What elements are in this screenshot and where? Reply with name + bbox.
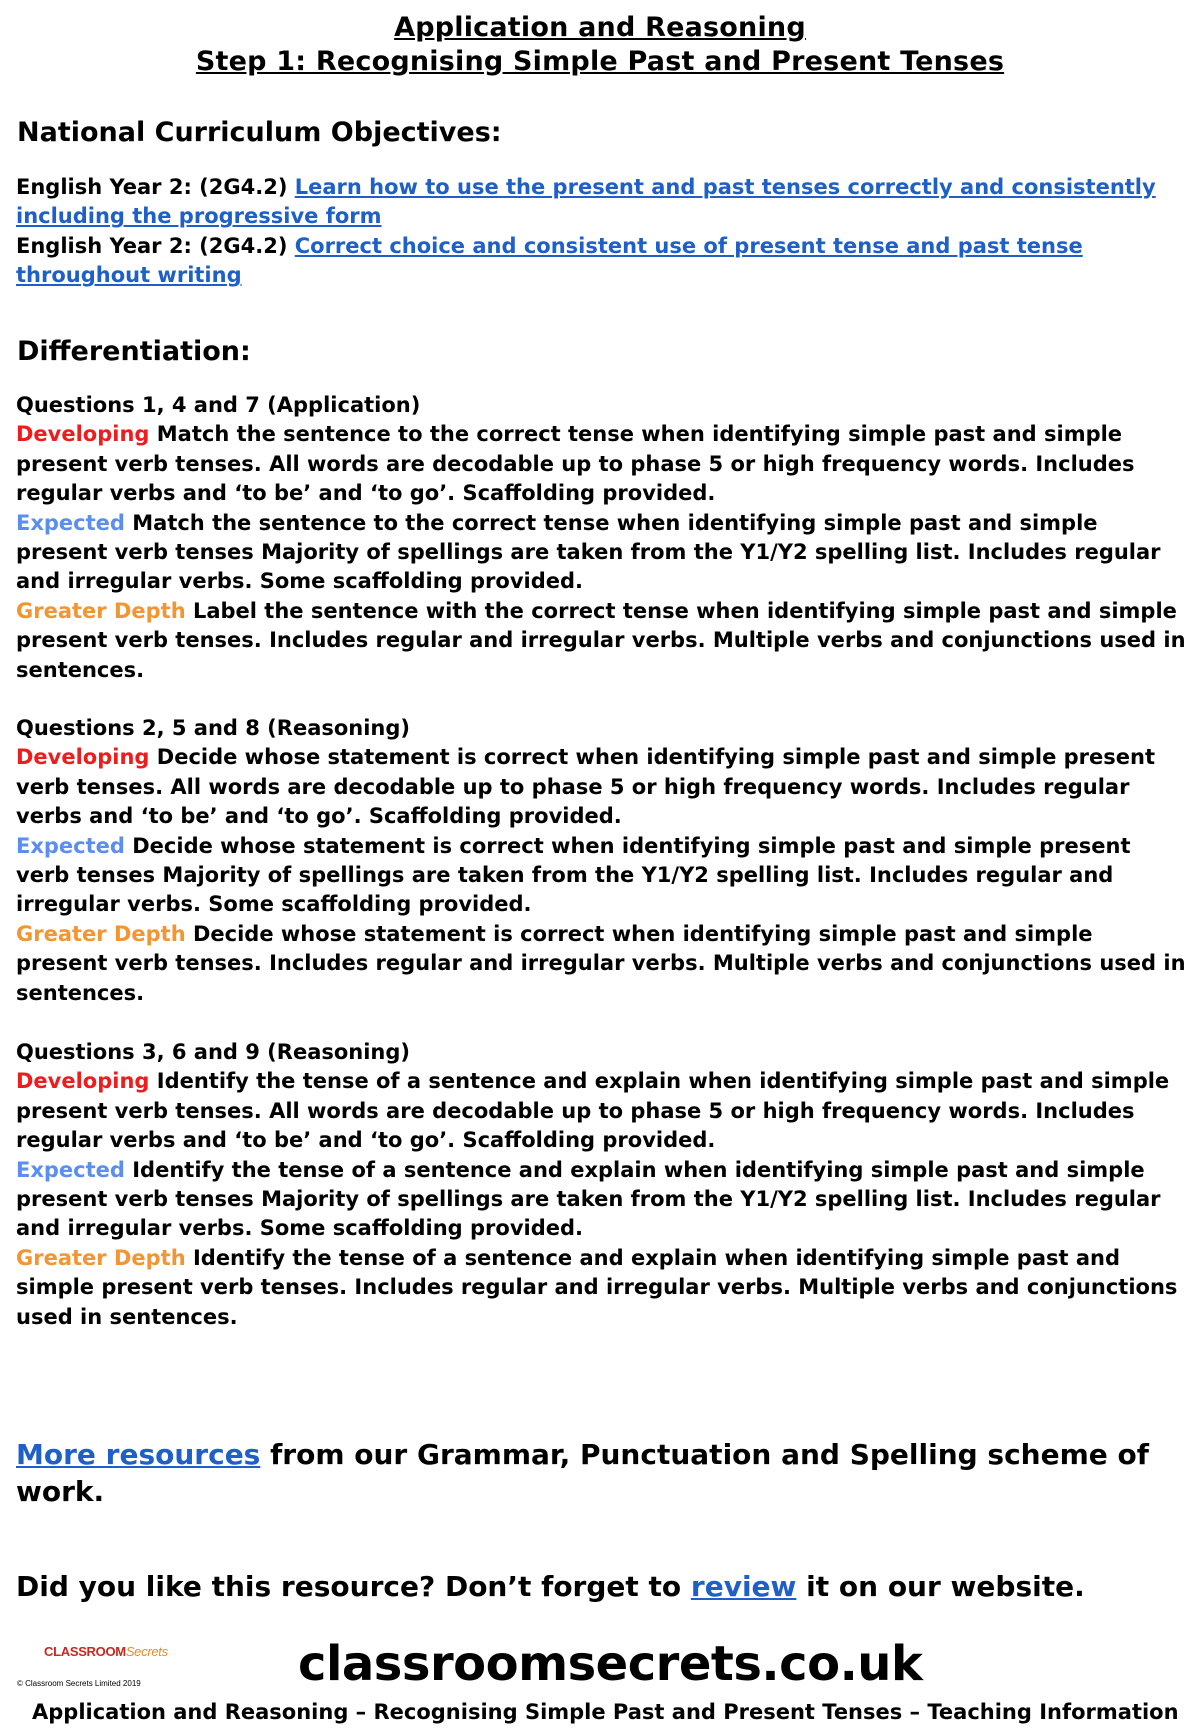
objectives-list: [16, 173, 1191, 291]
greater-depth-text: Label the sentence with the correct tense when identifying simple past and simple present verb tenses. Includes regular and irregular verbs. Multiple verbs and conjunctions used in sentences.: [16, 598, 1186, 682]
developing-label: Developing: [16, 745, 150, 770]
developing-text: Identify the tense of a sentence and explain when identifying simple past and simple present verb tenses. All words are decodable up to phase 5 or high frequency words. Includes regular verbs and ‘to be’ and ‘to go’. Scaffolding provided.: [16, 1069, 1170, 1153]
page-subtitle: Step 1: Recognising Simple Past and Present Tenses: [195, 46, 1005, 77]
greater-depth-text: Decide whose statement is correct when identifying simple past and simple present verb tenses. Includes regular and irregular verbs. Multiple verbs and conjunctions used in sentences.: [16, 921, 1186, 1005]
expected-label: Expected: [16, 510, 125, 535]
group-title: Questions 3, 6 and 9 (Reasoning): [16, 1040, 411, 1064]
logo-main-text: CLASSROOM: [44, 1644, 126, 1659]
review-text-before: Did you like this resource? Don’t forget to: [16, 1570, 691, 1603]
group-title: Questions 1, 4 and 7 (Application): [16, 393, 421, 417]
developing-text: Match the sentence to the correct tense when identifying simple past and simple present verb tenses. All words are decodable up to phase 5 or high frequency words. Includes regular verbs and ‘to be’ and ‘to go’. Scaffolding provided.: [16, 422, 1135, 506]
greater-depth-label: Greater Depth: [16, 1245, 186, 1270]
expected-label: Expected: [16, 833, 125, 858]
expected-text: Identify the tense of a sentence and explain when identifying simple past and simple present verb tenses Majority of spellings are taken from the Y1/Y2 spelling list. Includes regular and irregular verbs. Some scaffolding provided.: [16, 1157, 1161, 1241]
greater-depth-label: Greater Depth: [16, 598, 186, 623]
website-address: classroomsecrets.co.uk: [298, 1636, 923, 1692]
objective-prefix: English Year 2: (2G4.2): [16, 175, 295, 199]
greater-depth-label: Greater Depth: [16, 921, 186, 946]
developing-paragraph: [16, 1067, 1191, 1155]
developing-paragraph: [16, 420, 1191, 508]
page-title: Application and Reasoning: [394, 12, 806, 43]
developing-paragraph: [16, 743, 1191, 831]
objective-link[interactable]: Learn how to use the present and past tenses correctly and consistently including the progressive form: [16, 175, 1156, 229]
expected-text: Decide whose statement is correct when identifying simple past and simple present verb tenses Majority of spellings are taken from the Y1/Y2 spelling list. Includes regular and irregular verbs. Some scaffolding provided.: [16, 833, 1131, 917]
group-title: Questions 2, 5 and 8 (Reasoning): [16, 716, 411, 740]
objective-link[interactable]: Correct choice and consistent use of present tense and past tense throughout writing: [16, 233, 1083, 288]
expected-paragraph: [16, 832, 1191, 920]
differentiation-heading: Differentiation:: [17, 336, 251, 367]
footer-caption: Application and Reasoning – Recognising Simple Past and Present Tenses – Teaching Information: [32, 1700, 1179, 1724]
logo-secondary-text: Secrets: [125, 1644, 168, 1659]
expected-paragraph: [16, 509, 1191, 597]
copyright-notice: © Classroom Secrets Limited 2019: [17, 1679, 141, 1688]
objective-prefix: English Year 2: (2G4.2): [16, 233, 295, 258]
review-link[interactable]: review: [690, 1570, 797, 1603]
developing-text: Decide whose statement is correct when identifying simple past and simple present verb tenses. All words are decodable up to phase 5 or high frequency words. Includes regular verbs and ‘to be’ and ‘to go’. Scaffolding provided.: [16, 745, 1155, 829]
classroom-secrets-logo: [44, 1644, 174, 1668]
question-group-2: [16, 714, 1191, 1008]
developing-label: Developing: [16, 1069, 150, 1094]
more-resources-link[interactable]: More resources: [16, 1438, 261, 1471]
objective-item: [16, 232, 1191, 291]
greater-depth-paragraph: [16, 597, 1191, 685]
greater-depth-paragraph: [16, 1244, 1191, 1332]
developing-label: Developing: [16, 422, 150, 447]
greater-depth-paragraph: [16, 920, 1191, 1008]
question-group-1: [16, 391, 1191, 685]
review-paragraph: [16, 1568, 1176, 1605]
expected-text: Match the sentence to the correct tense when identifying simple past and simple present verb tenses Majority of spellings are taken from the Y1/Y2 spelling list. Includes regular and irregular verbs. Some scaffolding provided.: [16, 510, 1161, 594]
expected-paragraph: [16, 1156, 1191, 1244]
review-text-after: it on our website.: [796, 1570, 1085, 1603]
more-resources-text: from our Grammar, Punctuation and Spelling scheme of work.: [16, 1438, 1149, 1508]
expected-label: Expected: [16, 1157, 125, 1182]
objectives-heading: National Curriculum Objectives:: [17, 117, 502, 148]
question-group-3: [16, 1038, 1191, 1332]
objective-item: [16, 173, 1191, 232]
more-resources-paragraph: [16, 1436, 1176, 1510]
greater-depth-text: Identify the tense of a sentence and explain when identifying simple past and simple present verb tenses. Includes regular and irregular verbs. Multiple verbs and conjunctions used in sentences.: [16, 1245, 1178, 1329]
